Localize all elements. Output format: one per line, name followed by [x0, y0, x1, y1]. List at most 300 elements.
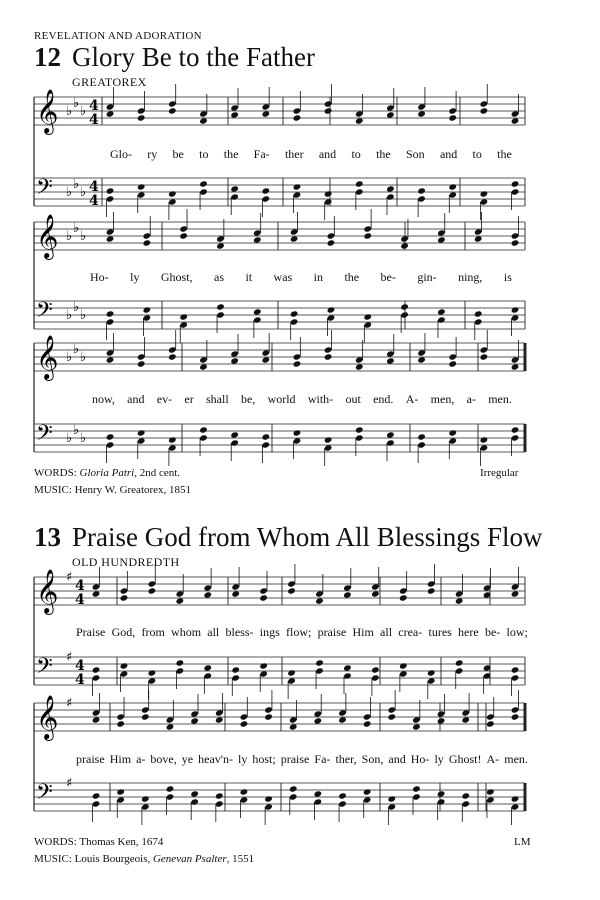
- lyric-syllable: God,: [111, 625, 136, 639]
- time-signature-bottom: 4: [75, 592, 85, 608]
- note-head: [106, 310, 115, 317]
- note-head: [338, 800, 347, 807]
- note-head: [324, 436, 333, 443]
- bass-clef-icon: 𝄢: [36, 175, 53, 205]
- note-head: [387, 795, 396, 802]
- note-head: [386, 350, 395, 357]
- note-head: [324, 100, 333, 107]
- note-head: [511, 117, 520, 124]
- note-head: [314, 710, 323, 717]
- note-head: [511, 110, 520, 117]
- flat-icon: ♭: [66, 308, 73, 323]
- note-head: [290, 228, 299, 235]
- note-head: [355, 180, 364, 187]
- lyric-syllable: a-: [466, 392, 476, 406]
- note-head: [343, 591, 352, 598]
- note-head: [448, 107, 457, 114]
- note-head: [474, 235, 483, 242]
- time-signature-top: 4: [75, 658, 85, 674]
- note-head: [511, 239, 520, 246]
- note-head: [287, 669, 296, 676]
- note-head: [215, 800, 224, 807]
- bass-clef-icon: 𝄢: [36, 654, 53, 684]
- note-head: [412, 793, 421, 800]
- note-head: [386, 439, 395, 446]
- flat-icon: ♭: [80, 229, 87, 244]
- note-head: [261, 433, 270, 440]
- note-head: [116, 788, 125, 795]
- note-head: [511, 180, 520, 187]
- lyric-syllable: ther,: [335, 752, 357, 766]
- note-head: [199, 117, 208, 124]
- note-head: [137, 183, 146, 190]
- note-head: [486, 796, 495, 803]
- note-head: [289, 793, 298, 800]
- note-head: [427, 587, 436, 594]
- bass-clef-icon: 𝄢: [36, 298, 53, 328]
- note-head: [92, 674, 101, 681]
- note-head: [168, 346, 177, 353]
- lyric-syllable: a-: [136, 752, 146, 766]
- hymn-12-words-credit: WORDS: Gloria Patri, 2nd cent.: [34, 467, 181, 479]
- note-head: [92, 583, 101, 590]
- note-head: [314, 717, 323, 724]
- note-head: [106, 110, 115, 117]
- note-head: [253, 308, 262, 315]
- note-head: [216, 303, 225, 310]
- note-head: [338, 716, 347, 723]
- note-head: [199, 356, 208, 363]
- lyric-syllable: be-: [484, 625, 501, 639]
- note-head: [179, 313, 188, 320]
- note-head: [511, 426, 520, 433]
- note-head: [261, 349, 270, 356]
- flat-icon: ♭: [66, 431, 73, 446]
- note-head: [203, 664, 212, 671]
- lyric-syllable: Him: [109, 752, 132, 766]
- note-head: [474, 228, 483, 235]
- note-head: [148, 587, 157, 594]
- note-head: [437, 308, 446, 315]
- lyric-syllable: the: [223, 147, 239, 161]
- note-head: [355, 356, 364, 363]
- note-head: [231, 674, 240, 681]
- note-head: [92, 800, 101, 807]
- note-head: [480, 346, 489, 353]
- hymn-12-meter: Irregular: [480, 467, 519, 479]
- hymn-12-tune: GREATOREX: [72, 75, 147, 89]
- lyric-syllable: ev-: [156, 392, 173, 406]
- note-head: [437, 710, 446, 717]
- note-head: [176, 659, 185, 666]
- note-head: [480, 190, 489, 197]
- note-head: [399, 662, 408, 669]
- note-head: [289, 723, 298, 730]
- note-head: [338, 792, 347, 799]
- lyric-syllable: ning,: [458, 270, 483, 284]
- note-head: [324, 444, 333, 451]
- note-head: [417, 441, 426, 448]
- note-head: [199, 110, 208, 117]
- note-head: [455, 667, 464, 674]
- note-head: [264, 803, 273, 810]
- note-head: [461, 800, 470, 807]
- note-head: [166, 785, 175, 792]
- treble-clef-icon: 𝄞: [36, 214, 59, 258]
- sharp-icon: ♯: [66, 776, 73, 791]
- note-head: [253, 229, 262, 236]
- note-head: [293, 183, 302, 190]
- note-head: [511, 803, 520, 810]
- note-head: [106, 356, 115, 363]
- lyric-syllable: end.: [373, 392, 394, 406]
- note-head: [327, 232, 336, 239]
- note-head: [137, 429, 146, 436]
- note-head: [240, 796, 249, 803]
- note-head: [230, 104, 239, 111]
- time-signature-top: 4: [89, 98, 99, 114]
- note-head: [511, 590, 520, 597]
- note-head: [259, 670, 268, 677]
- flat-icon: ♭: [73, 342, 80, 357]
- lyric-syllable: from: [141, 625, 165, 639]
- lyric-syllable: as: [214, 270, 224, 284]
- note-head: [261, 110, 270, 117]
- note-head: [261, 103, 270, 110]
- note-head: [412, 716, 421, 723]
- lyric-syllable: crea-: [398, 625, 423, 639]
- lyric-syllable: in: [313, 270, 323, 284]
- note-head: [92, 709, 101, 716]
- time-signature-bottom: 4: [89, 193, 99, 209]
- note-head: [141, 795, 150, 802]
- note-head: [230, 439, 239, 446]
- note-head: [480, 436, 489, 443]
- sharp-icon: ♯: [66, 696, 73, 711]
- hymn-13-music-credit: MUSIC: Louis Bourgeois, Genevan Psalter, 1551: [34, 853, 255, 865]
- note-head: [363, 720, 372, 727]
- note-head: [203, 591, 212, 598]
- lyric-syllable: now,: [92, 392, 115, 406]
- note-head: [120, 670, 129, 677]
- note-head: [137, 114, 146, 121]
- lyric-syllable: ye: [181, 752, 194, 766]
- note-head: [179, 225, 188, 232]
- lyric-syllable: the: [344, 270, 360, 284]
- note-head: [190, 717, 199, 724]
- note-head: [480, 107, 489, 114]
- note-head: [363, 313, 372, 320]
- note-head: [120, 594, 129, 601]
- note-head: [474, 318, 483, 325]
- flat-icon: ♭: [80, 104, 87, 119]
- lyric-syllable: gin-: [417, 270, 437, 284]
- lyric-syllable: and: [388, 752, 406, 766]
- note-head: [363, 713, 372, 720]
- note-head: [437, 316, 446, 323]
- note-head: [176, 667, 185, 674]
- note-head: [92, 716, 101, 723]
- flat-icon: ♭: [80, 431, 87, 446]
- note-head: [240, 720, 249, 727]
- lyric-syllable: shall: [206, 392, 229, 406]
- note-head: [116, 720, 125, 727]
- flat-icon: ♭: [66, 185, 73, 200]
- note-head: [261, 356, 270, 363]
- lyric-syllable: heav'n-: [198, 752, 233, 766]
- note-head: [261, 441, 270, 448]
- lyric-syllable: er: [184, 392, 194, 406]
- lyric-syllable: men,: [430, 392, 455, 406]
- flat-icon: ♭: [73, 300, 80, 315]
- lyric-syllable: Him: [352, 625, 374, 639]
- note-head: [480, 444, 489, 451]
- note-head: [412, 723, 421, 730]
- note-head: [355, 426, 364, 433]
- note-head: [168, 444, 177, 451]
- note-head: [253, 316, 262, 323]
- note-head: [355, 363, 364, 370]
- lyric-syllable: Ghost!: [448, 752, 482, 766]
- note-head: [293, 360, 302, 367]
- note-head: [168, 198, 177, 205]
- note-head: [412, 785, 421, 792]
- note-head: [315, 667, 324, 674]
- lyric-syllable: A-: [405, 392, 419, 406]
- note-head: [324, 198, 333, 205]
- lyric-syllable: Son,: [361, 752, 384, 766]
- note-head: [338, 709, 347, 716]
- note-head: [120, 587, 129, 594]
- lyric-syllable: ther: [284, 147, 304, 161]
- note-head: [92, 792, 101, 799]
- note-head: [179, 232, 188, 239]
- lyric-syllable: whom: [171, 625, 202, 639]
- note-head: [511, 314, 520, 321]
- note-head: [143, 306, 152, 313]
- note-head: [386, 111, 395, 118]
- note-head: [231, 590, 240, 597]
- note-head: [417, 195, 426, 202]
- lyric-syllable: ly: [434, 752, 444, 766]
- note-head: [261, 187, 270, 194]
- note-head: [106, 235, 115, 242]
- note-head: [199, 188, 208, 195]
- note-head: [399, 594, 408, 601]
- note-head: [363, 232, 372, 239]
- flat-icon: ♭: [66, 104, 73, 119]
- lyric-syllable: Ho-: [410, 752, 430, 766]
- note-head: [231, 666, 240, 673]
- note-head: [231, 583, 240, 590]
- note-head: [461, 716, 470, 723]
- note-head: [461, 792, 470, 799]
- note-head: [417, 433, 426, 440]
- lyric-syllable: ings: [259, 625, 280, 639]
- note-head: [261, 195, 270, 202]
- note-head: [511, 666, 520, 673]
- note-head: [511, 306, 520, 313]
- note-head: [230, 350, 239, 357]
- lyric-syllable: the: [497, 147, 512, 161]
- lyric-syllable: Ghost,: [160, 270, 193, 284]
- lyric-syllable: be: [172, 147, 184, 161]
- note-head: [455, 590, 464, 597]
- note-head: [511, 713, 520, 720]
- lyric-syllable: tures: [428, 625, 452, 639]
- note-head: [400, 235, 409, 242]
- note-head: [455, 659, 464, 666]
- note-head: [143, 232, 152, 239]
- note-head: [448, 360, 457, 367]
- note-head: [314, 798, 323, 805]
- note-head: [203, 584, 212, 591]
- lyric-syllable: to: [472, 147, 482, 161]
- note-head: [427, 580, 436, 587]
- note-head: [259, 587, 268, 594]
- note-head: [474, 310, 483, 317]
- lyric-syllable: Praise: [76, 625, 106, 639]
- lyric-syllable: host;: [252, 752, 276, 766]
- note-head: [327, 239, 336, 246]
- note-head: [386, 431, 395, 438]
- hymn-13-title: Praise God from Whom All Blessings Flow: [72, 522, 543, 552]
- note-head: [511, 795, 520, 802]
- note-head: [437, 229, 446, 236]
- note-head: [92, 590, 101, 597]
- lyric-syllable: ry: [147, 147, 158, 161]
- note-head: [168, 353, 177, 360]
- note-head: [143, 314, 152, 321]
- note-head: [455, 597, 464, 604]
- note-head: [290, 235, 299, 242]
- note-head: [116, 796, 125, 803]
- treble-clef-icon: 𝄞: [36, 89, 59, 133]
- lyric-syllable: praise: [280, 752, 310, 766]
- note-head: [324, 346, 333, 353]
- note-head: [143, 239, 152, 246]
- lyric-syllable: A-: [486, 752, 500, 766]
- lyric-syllable: out: [345, 392, 361, 406]
- bass-clef-icon: 𝄢: [36, 421, 53, 451]
- hymn-13-tune: OLD HUNDREDTH: [72, 555, 180, 569]
- note-head: [437, 790, 446, 797]
- note-head: [387, 803, 396, 810]
- lyric-syllable: world: [267, 392, 296, 406]
- note-head: [290, 310, 299, 317]
- note-head: [137, 191, 146, 198]
- note-head: [448, 183, 457, 190]
- lyric-syllable: all: [380, 625, 393, 639]
- note-head: [355, 188, 364, 195]
- lyric-syllable: bless-: [225, 625, 254, 639]
- lyric-syllable: ly: [237, 752, 248, 766]
- note-head: [199, 180, 208, 187]
- note-head: [293, 191, 302, 198]
- note-head: [371, 583, 380, 590]
- note-head: [216, 242, 225, 249]
- lyric-syllable: was: [273, 270, 293, 284]
- note-head: [106, 195, 115, 202]
- note-head: [106, 103, 115, 110]
- note-head: [461, 709, 470, 716]
- note-head: [343, 584, 352, 591]
- note-head: [400, 311, 409, 318]
- note-head: [511, 356, 520, 363]
- note-head: [287, 677, 296, 684]
- note-head: [417, 187, 426, 194]
- note-head: [287, 580, 296, 587]
- flat-icon: ♭: [80, 350, 87, 365]
- note-head: [386, 193, 395, 200]
- note-head: [417, 356, 426, 363]
- note-head: [511, 434, 520, 441]
- note-head: [417, 349, 426, 356]
- lyric-syllable: Fa-: [253, 147, 270, 161]
- hymn-13-meter: LM: [514, 836, 531, 848]
- note-head: [259, 594, 268, 601]
- note-head: [387, 713, 396, 720]
- flat-icon: ♭: [66, 229, 73, 244]
- note-head: [116, 713, 125, 720]
- note-head: [199, 363, 208, 370]
- note-head: [437, 798, 446, 805]
- time-signature-top: 4: [89, 179, 99, 195]
- time-signature-top: 4: [75, 578, 85, 594]
- flat-icon: ♭: [66, 350, 73, 365]
- lyric-syllable: all: [207, 625, 220, 639]
- note-head: [230, 431, 239, 438]
- note-head: [355, 117, 364, 124]
- lyric-syllable: the: [376, 147, 391, 161]
- time-signature-bottom: 4: [75, 672, 85, 688]
- hymn-13-number: 13: [34, 522, 61, 552]
- note-head: [289, 785, 298, 792]
- note-head: [511, 674, 520, 681]
- note-head: [386, 185, 395, 192]
- note-head: [168, 100, 177, 107]
- note-head: [387, 706, 396, 713]
- note-head: [315, 590, 324, 597]
- note-head: [315, 659, 324, 666]
- note-head: [137, 107, 146, 114]
- note-head: [106, 433, 115, 440]
- note-head: [486, 788, 495, 795]
- note-head: [363, 321, 372, 328]
- note-head: [215, 709, 224, 716]
- note-head: [190, 798, 199, 805]
- lyric-syllable: to: [351, 147, 361, 161]
- note-head: [363, 796, 372, 803]
- hymn-12-music-credit: MUSIC: Henry W. Greatorex, 1851: [34, 484, 192, 496]
- hymn-13-words-credit: WORDS: Thomas Ken, 1674: [34, 836, 164, 848]
- lyric-syllable: it: [245, 270, 253, 284]
- note-head: [148, 669, 157, 676]
- note-head: [287, 587, 296, 594]
- note-head: [314, 790, 323, 797]
- note-head: [179, 321, 188, 328]
- note-head: [120, 662, 129, 669]
- note-head: [141, 706, 150, 713]
- lyric-syllable: Ho-: [90, 270, 109, 284]
- note-head: [293, 437, 302, 444]
- note-head: [190, 710, 199, 717]
- note-head: [363, 788, 372, 795]
- note-head: [92, 666, 101, 673]
- flat-icon: ♭: [80, 185, 87, 200]
- lyric-syllable: men.: [504, 752, 528, 766]
- note-head: [215, 792, 224, 799]
